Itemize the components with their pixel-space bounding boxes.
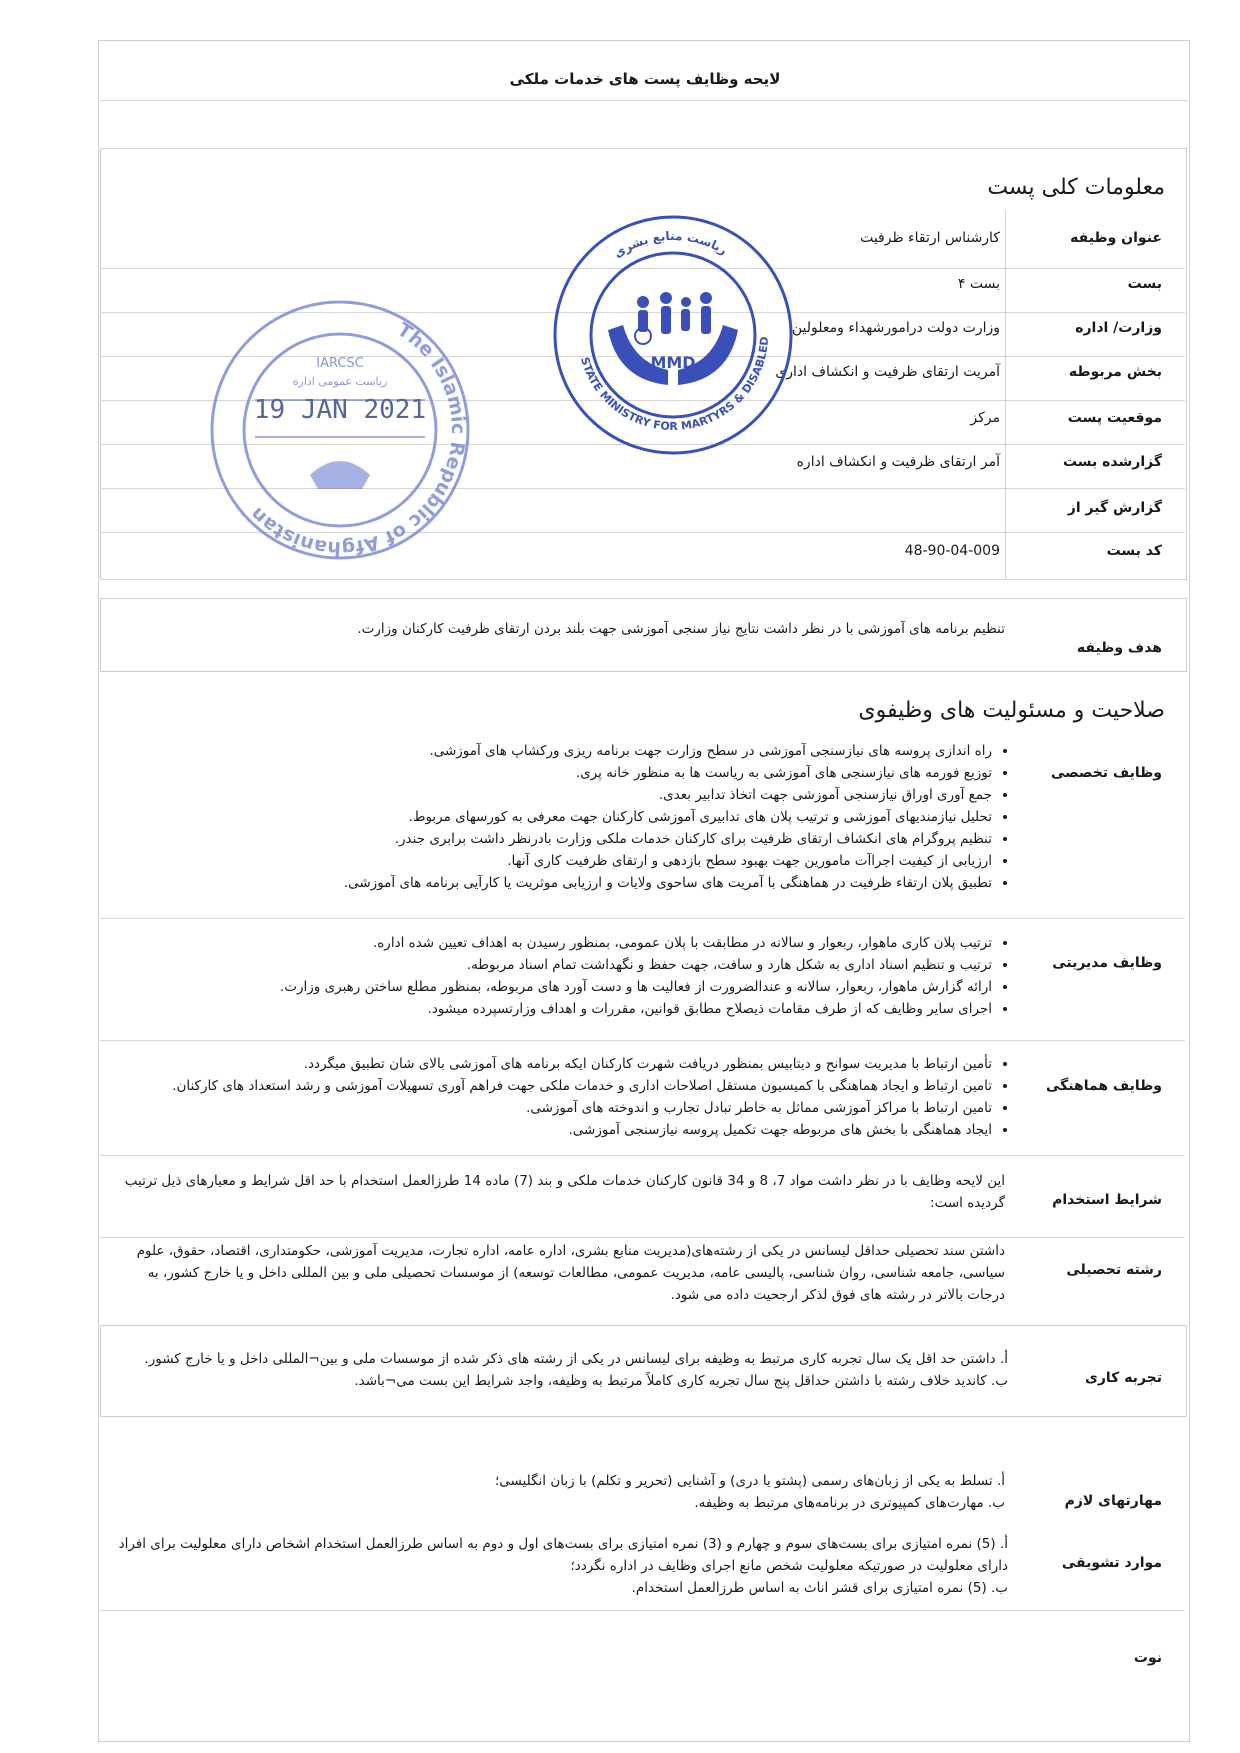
iarcsc-date-stamp [205,295,475,565]
stamp-inner-textpath: ریاست منابع بشری [611,228,730,261]
coordination-list [110,1053,1010,1141]
info-value: بست ۴ [957,276,1000,292]
document-title: لایحه وظایف پست های خدمات ملکی [509,70,781,88]
stamp-ring-textpath: STATE MINISTRY FOR MARTYRS & DISABLED [578,336,772,434]
info-value: کارشناس ارتقاء ظرفیت [860,230,1000,246]
section-divider [100,1040,1185,1041]
list-item: ب. کاندید خلاف رشته با داشتن حداقل پنج سال تجربه کاری کاملاً مرتبط به وظیفه، واجد شرایط این بست می¬باشد. [354,1373,1008,1389]
list-item: • ترتیب و تنظیم اسناد اداری به شکل هارد و سافت، جهت حفظ و نگهداشت تمام اسناد مربوطه. [110,954,992,976]
education-text: داشتن سند تحصیلی حداقل لیسانس در یکی از رشته‌های(مدیریت منابع بشری، اداره عامه، اداره تجارت، مدیریت آموزشی، حکومتداری، اقتصاد، حقوق، علوم سیاسی، جامعه شناسی، روان شناسی، پالیسی عامه، مدیریت عمومی، مطالعات توسعه) از موسسات تحصیلی ملی و بین المللی داخل و یا خارج کشور، به درجات بالاتر در رشته های فوق لذکر ارجحیت داده می شود. [136,1243,1005,1303]
list-item: • ارزیابی از کیفیت اجراآت مامورین جهت بهبود سطح بازدهی و ارتقای ظرفیت کاری آنها. [150,850,992,872]
experience-label: تجربه کاری [1085,1370,1162,1386]
info-row [0,500,1240,536]
family-icon [635,292,712,344]
skills-list [115,1470,1005,1514]
info-label: گزارشده بست [1062,454,1162,470]
info-value: آمر ارتقای ظرفیت و انکشاف اداره [796,454,1000,470]
general-info-heading: معلومات کلی پست [987,175,1165,200]
list-item: • ایجاد هماهنگی با بخش های مربوطه جهت تکمیل پروسه نیازسنجی آموزشی. [110,1119,992,1141]
info-value: آمریت ارتقای ظرفیت و انکشاف اداری [775,364,1000,380]
list-item: • تحلیل نیازمندیهای آموزشی و ترتیب پلان های تدابیری آموزشی کارکنان جهت معرفی به کورسهای مربوط. [150,806,992,828]
list-item: • تامین ارتباط و ایجاد هماهنگی با کمیسیون مستقل اصلاحات اداری و خدمات ملکی جهت فراهم آوری تسهیلات آموزشی و رشد استعداد های کارکنان. [110,1075,992,1097]
experience-list [88,1348,1008,1392]
stamp-date: 19 JAN 2021 [253,395,427,425]
stamp-ring-textpath: The Islamic Republic of Afghanistan [246,318,470,560]
info-row [0,543,1240,579]
list-item: أ. (5) نمره امتیازی برای بست‌های سوم و چهارم و (3) نمره امتیازی برای بست‌های اول و دوم به اساس طرزالعمل استخدام اشخاص دارای معلولیت برای افراد دارای معلولیت در صورتیکه معلولیت شخص مانع اجرای وظایف در اداره نگردد؛ [118,1536,1008,1574]
emblem-icon [310,461,370,489]
stamp-org-text: IARCSC [316,356,364,371]
list-item: • ترتیب پلان کاری ماهوار، ربعوار و سالانه در مطابقت با پلان عمومی، بمنظور رسیدن به اهداف تعیین شده اداره. [110,932,992,954]
coordination-label: وظایف هماهنگی [1045,1078,1162,1094]
list-item: ب. (5) نمره امتیازی برای قشر اناث به اساس طرزالعمل استخدام. [631,1580,1008,1596]
list-item: • توزیع فورمه های نیازسنجی های آموزشی به ریاست ها به منظور خانه پری. [150,762,992,784]
section-divider [100,1610,1185,1611]
section-divider [100,1155,1185,1156]
info-label: گزارش گیر از [1067,500,1162,516]
incentives-label: موارد تشویقی [1061,1555,1162,1571]
section-divider [100,1237,1185,1238]
employment-label: شرایط استخدام [1052,1192,1162,1208]
info-value: مرکز [970,410,1000,426]
specialized-label: وظایف تخصصی [1050,765,1162,781]
section-divider [100,918,1185,919]
info-label: کد بست [1106,543,1162,559]
skills-label: مهارتهای لازم [1064,1493,1162,1509]
objective-text: تنظیم برنامه های آموزشی با در نظر داشت نتایج نیاز سنجی آموزشی جهت بلند بردن ارتقای ظرفیت کارکنان وزارت. [357,621,1005,637]
info-label: عنوان وظیفه [1070,230,1162,246]
info-label: بست [1127,276,1162,292]
education-label: رشته تحصیلی [1066,1262,1162,1278]
managerial-list [110,932,1010,1020]
info-value: وزارت دولت درامورشهداء ومعلولین [791,320,1000,336]
note-label: نوت [1133,1650,1162,1666]
info-label: وزارت/ اداره [1075,320,1162,336]
info-value: 48-90-04-009 [904,543,1000,559]
employment-text: این لایحه وظایف با در نظر داشت مواد 7، 8 و 34 قانون کارکنان خدمات ملکی و بند (7) ماده 14 طرزالعمل استخدام با حد اقل شرایط و معیارهای ذیل ترتیب گردیده است: [124,1173,1005,1211]
info-label: موقعیت پست [1067,410,1162,426]
incentives-list [118,1533,1008,1599]
list-item: • تأمین ارتباط با مدیریت سوانح و دیتابیس بمنظور دریافت شهرت کارکنان ایکه برنامه های آموزشی بالای شان تطبیق میگردد. [110,1053,992,1075]
list-item: أ. تسلط به یکی از زبان‌های رسمی (پشتو یا دری) و آشنایی (تحریر و تکلم) با زبان انگلیسی؛ [494,1473,1005,1489]
mmd-ministry-stamp [548,210,798,460]
stamp-sub-text: ریاست عمومی اداره [292,375,388,388]
stamp-inner-text [611,229,730,261]
stamp-center-text: MMD [650,353,696,372]
duties-heading: صلاحیت و مسئولیت های وظیفوی [858,698,1165,723]
managerial-label: وظایف مدیریتی [1052,955,1162,971]
list-item: • جمع آوری اوراق نیازسنجی آموزشی جهت اتخاذ تدابیر بعدی. [150,784,992,806]
list-item: • اجرای سایر وظایف که از طرف مقامات ذیصلاح مطابق قوانین، مقررات و اهداف وزارتسپرده میشود. [110,998,992,1020]
title-divider [98,100,1188,101]
list-item: • تامین ارتباط با مراکز آموزشی مماثل به خاطر تبادل تجارب و اندوخته های آموزشی. [110,1097,992,1119]
list-item: • راه اندازی پروسه های نیازسنجی آموزشی در سطح وزارت جهت برنامه ریزی ورکشاپ های آموزشی. [150,740,992,762]
specialized-list [150,740,1010,894]
list-item: • تنظیم پروگرام های انکشاف ارتقای ظرفیت برای کارکنان خدمات ملکی وزارت بادرنظر داشت برابری جندر. [150,828,992,850]
info-label: بخش مربوطه [1068,364,1162,380]
list-item: • تطبیق پلان ارتقاء ظرفیت در هماهنگی با آمریت های ساحوی ولایات و ارزیابی موثریت یا کارآیی برنامه های آموزشی. [150,872,992,894]
list-item: أ. داشتن حد اقل یک سال تجربه کاری مرتبط به وظیفه برای لیسانس در یکی از رشته های ذکر شده از موسسات ملی و بین¬المللی داخل و یا خارج کشور. [144,1351,1008,1367]
objective-label: هدف وظیفه [1076,640,1162,656]
list-item: ب. مهارت‌های کمپیوتری در برنامه‌های مرتبط به وظیفه. [694,1495,1005,1511]
list-item: • ارائه گزارش ماهوار، ربعوار، سالانه و عندالضرورت از فعالیت ها و دست آورد های مربوطه، بمنظور مطلع ساختن رهبری وزارت. [110,976,992,998]
